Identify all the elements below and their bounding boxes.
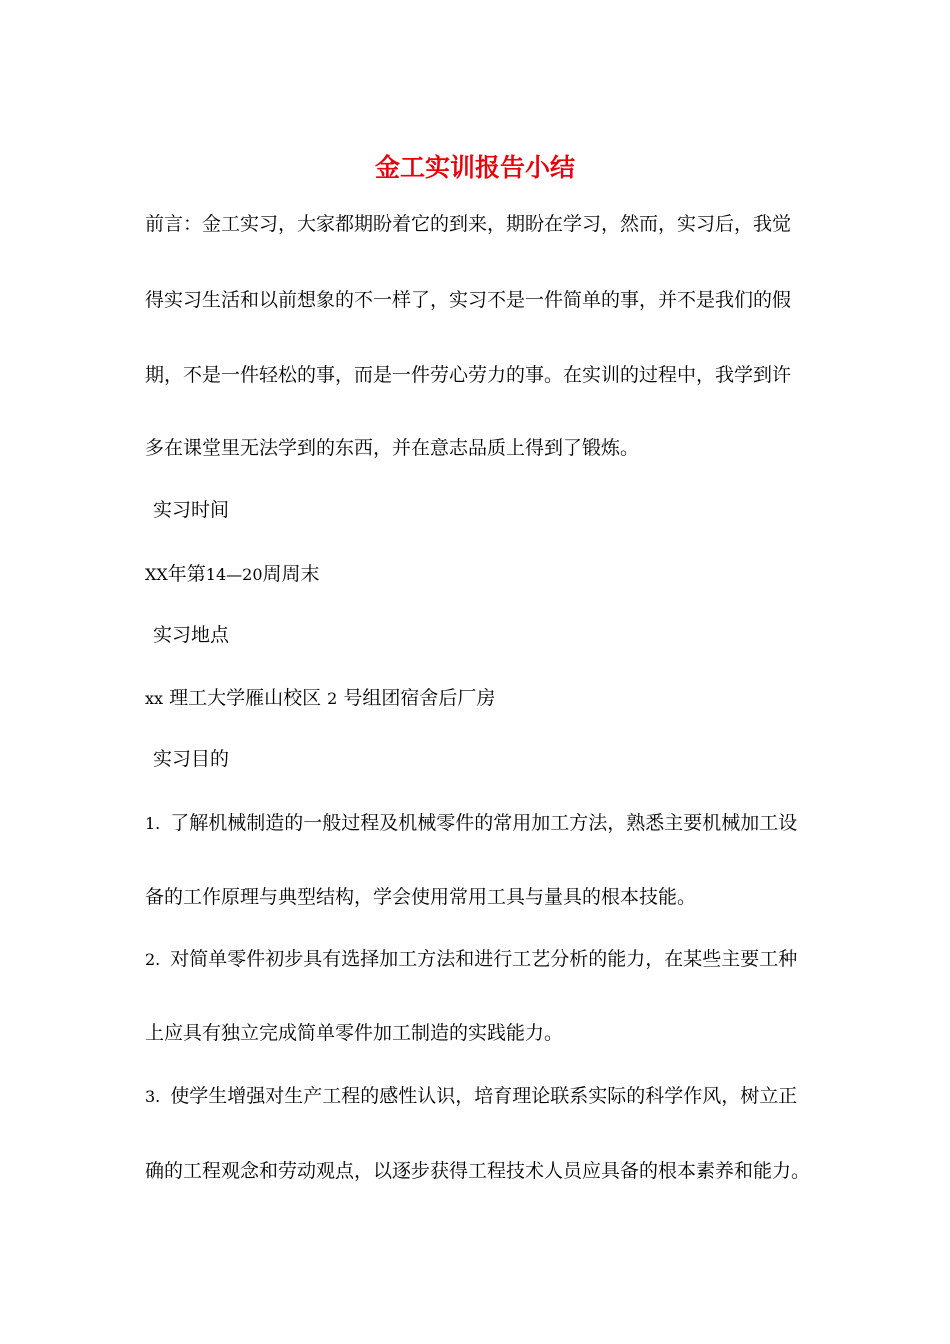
place-suffix: 号组团宿舍后厂房 [343, 687, 496, 709]
document-title: 金工实训报告小结 [374, 153, 575, 182]
time-suffix: 周周末 [262, 563, 320, 585]
place-prefix: xx [145, 689, 164, 708]
goal-text: 了解机械制造的一般过程及机械零件的常用加工方法，熟悉主要机械加工设 [170, 812, 798, 834]
place-number: 2 [327, 689, 338, 708]
goal-item-line [145, 945, 815, 974]
preface-line: 得实习生活和以前想象的不一样了，实习不是一件简单的事，并不是我们的假 [145, 289, 792, 311]
preface-line: 多在课堂里无法学到的东西，并在意志品质上得到了锻炼。 [145, 437, 640, 459]
goal-item-line: 备的工作原理与典型结构，学会使用常用工具与量具的根本技能。 [145, 886, 697, 908]
goal-item-line: 上应具有独立完成简单零件加工制造的实践能力。 [145, 1022, 564, 1044]
preface-line: 期，不是一件轻松的事，而是一件劳心劳力的事。在实训的过程中，我学到许 [145, 364, 792, 386]
goal-number: 2. [145, 950, 161, 969]
time-value [145, 560, 815, 589]
goal-item-line [145, 809, 815, 838]
time-weeks: 14—20 [205, 565, 263, 584]
time-heading: 实习时间 [153, 499, 230, 521]
preface-line: 前言：金工实习，大家都期盼着它的到来，期盼在学习，然而，实习后，我觉 [145, 213, 792, 235]
goal-heading: 实习目的 [153, 748, 230, 770]
place-middle: 理工大学雁山校区 [169, 687, 322, 709]
goal-number: 3. [145, 1087, 161, 1106]
goal-number: 1. [145, 814, 161, 833]
place-value [145, 684, 815, 713]
goal-text: 使学生增强对生产工程的感性认识，培育理论联系实际的科学作风，树立正 [170, 1085, 798, 1107]
goal-item-line [145, 1082, 815, 1111]
time-year-label: 年第 [167, 563, 206, 585]
place-heading: 实习地点 [153, 624, 230, 646]
goal-item-line: 确的工程观念和劳动观点，以逐步获得工程技术人员应具备的根本素养和能力。 [145, 1160, 811, 1182]
time-prefix: XX [145, 565, 168, 584]
goal-text: 对简单零件初步具有选择加工方法和进行工艺分析的能力，在某些主要工种 [170, 948, 798, 970]
